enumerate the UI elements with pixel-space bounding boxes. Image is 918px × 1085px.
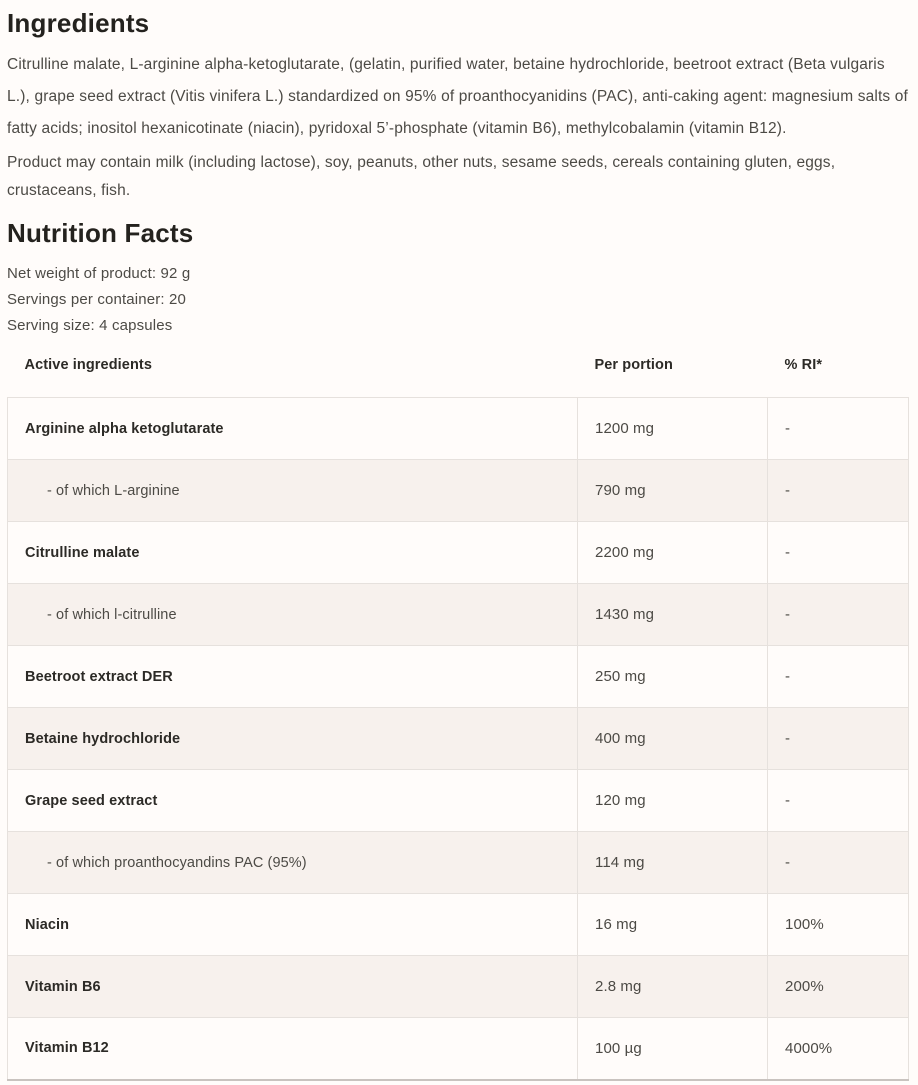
ri-value: - [768, 522, 909, 584]
per-portion-value: 16 mg [578, 894, 768, 956]
ingredient-name: Arginine alpha ketoglutarate [8, 398, 578, 460]
per-portion-value: 2200 mg [578, 522, 768, 584]
table-row [8, 832, 909, 894]
nutrition-facts-table [7, 349, 909, 1081]
ingredient-name: Betaine hydrochloride [8, 708, 578, 770]
column-header-active-ingredients: Active ingredients [24, 357, 152, 373]
ingredient-name: Vitamin B12 [8, 1018, 578, 1080]
serving-size-line: Serving size: 4 capsules [7, 317, 173, 334]
ri-value: - [768, 398, 909, 460]
ri-value: - [768, 584, 909, 646]
ingredients-heading: Ingredients [7, 8, 150, 38]
table-row [8, 894, 909, 956]
ingredients-composition-text: Citrulline malate, L-arginine alpha-ketoglutarate, (gelatin, purified water, betaine hydrochloride, beetroot extract (Beta vulgaris L.), grape seed extract (Vitis vinifera L.) standardized on 95% of proanthocyanidins (PAC), anti-caking agent: magnesium salts of fatty acids; inositol hexanicotinate (niacin), pyridoxal 5’-phosphate (vitamin B6), methylcobalamin (vitamin B12). [7, 56, 909, 137]
per-portion-value: 2.8 mg [578, 956, 768, 1018]
ri-value: - [768, 460, 909, 522]
table-row [8, 956, 909, 1018]
per-portion-value: 100 µg [578, 1018, 768, 1080]
serving-info [7, 261, 908, 339]
per-portion-value: 250 mg [578, 646, 768, 708]
servings-per-container-line: Servings per container: 20 [7, 291, 186, 308]
per-portion-value: 1200 mg [578, 398, 768, 460]
table-row [8, 1018, 909, 1080]
net-weight-line: Net weight of product: 92 g [7, 265, 191, 282]
per-portion-value: 790 mg [578, 460, 768, 522]
ingredient-name: Vitamin B6 [8, 956, 578, 1018]
nutrition-facts-heading: Nutrition Facts [7, 218, 194, 248]
table-row [8, 708, 909, 770]
table-row [8, 646, 909, 708]
per-portion-value: 120 mg [578, 770, 768, 832]
allergen-notice-text: Product may contain milk (including lactose), soy, peanuts, other nuts, sesame seeds, cereals containing gluten, eggs, crustaceans, fish. [7, 154, 836, 199]
table-row [8, 460, 909, 522]
table-row [8, 522, 909, 584]
ri-value: 100% [768, 894, 909, 956]
ri-value: 4000% [768, 1018, 909, 1080]
table-row [8, 770, 909, 832]
column-header-ri: % RI* [784, 357, 823, 373]
ri-value: - [768, 646, 909, 708]
nutrition-table-body [8, 398, 909, 1080]
table-row [8, 584, 909, 646]
column-header-per-portion: Per portion [594, 357, 673, 373]
ri-value: 200% [768, 956, 909, 1018]
per-portion-value: 1430 mg [578, 584, 768, 646]
ingredient-name: Niacin [8, 894, 578, 956]
ingredient-name: - of which l-citrulline [8, 584, 578, 646]
ingredient-name: Beetroot extract DER [8, 646, 578, 708]
ingredient-name: - of which proanthocyandins PAC (95%) [8, 832, 578, 894]
per-portion-value: 400 mg [578, 708, 768, 770]
ingredient-name: Grape seed extract [8, 770, 578, 832]
table-row [8, 398, 909, 460]
ri-value: - [768, 770, 909, 832]
per-portion-value: 114 mg [578, 832, 768, 894]
nutrition-table-header [8, 349, 909, 398]
ingredient-name: Citrulline malate [8, 522, 578, 584]
ingredient-name: - of which L-arginine [8, 460, 578, 522]
ri-value: - [768, 708, 909, 770]
ri-value: - [768, 832, 909, 894]
